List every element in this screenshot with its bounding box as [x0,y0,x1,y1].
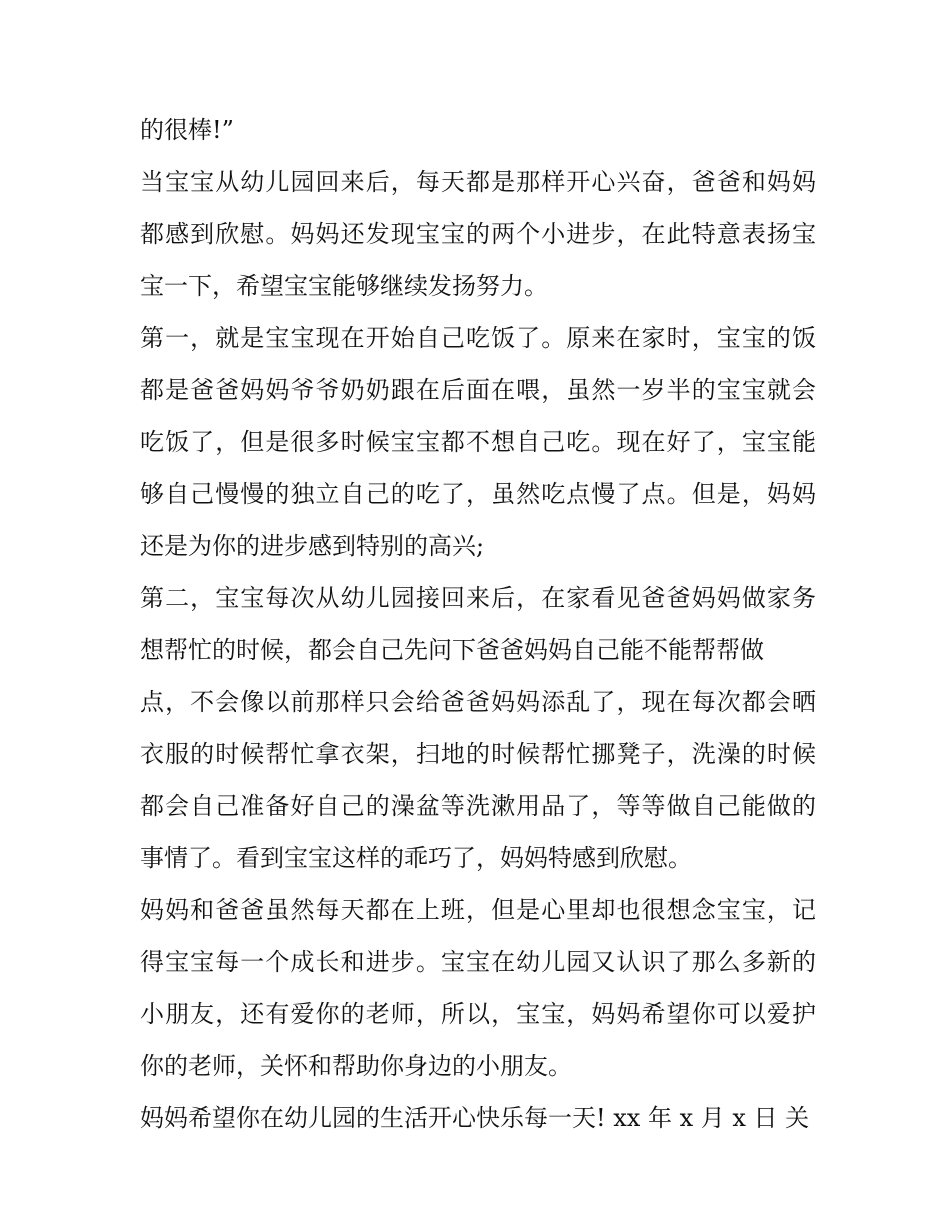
text-line: 衣服的时候帮忙拿衣架，扫地的时候帮忙挪凳子，洗澡的时候 [140,740,816,768]
text-line: 宝一下，希望宝宝能够继续发扬努力。 [140,272,548,300]
text-line: 还是为你的进步感到特别的高兴; [140,532,485,560]
text-line: 得宝宝每一个成长和进步。宝宝在幼儿园又认识了那么多新的 [140,948,816,976]
text-line: 想帮忙的时候，都会自己先问下爸爸妈妈自己能不能帮帮做 [140,636,764,664]
text-line: 当宝宝从幼儿园回来后，每天都是那样开心兴奋，爸爸和妈妈 [140,168,816,196]
text-line: 都是爸爸妈妈爷爷奶奶跟在后面在喂，虽然一岁半的宝宝就会 [140,376,816,404]
text-line: 第一，就是宝宝现在开始自己吃饭了。原来在家时，宝宝的饭 [140,324,816,352]
text-line: 都感到欣慰。妈妈还发现宝宝的两个小进步，在此特意表扬宝 [140,220,816,248]
text-line: 妈妈希望你在幼儿园的生活开心快乐每一天! xx 年 x 月 x 日 关 [140,1104,810,1132]
text-line: 小朋友，还有爱你的老师，所以，宝宝，妈妈希望你可以爱护 [140,1000,816,1028]
text-line: 妈妈和爸爸虽然每天都在上班，但是心里却也很想念宝宝，记 [140,896,816,924]
text-line: 你的老师，关怀和帮助你身边的小朋友。 [140,1052,572,1080]
text-line: 够自己慢慢的独立自己的吃了，虽然吃点慢了点。但是，妈妈 [140,480,816,508]
text-line: 的很棒!” [140,116,234,144]
text-line: 点，不会像以前那样只会给爸爸妈妈添乱了，现在每次都会晒 [140,688,816,716]
body-text [140,108,816,1148]
text-line: 第二，宝宝每次从幼儿园接回来后，在家看见爸爸妈妈做家务 [140,584,816,612]
text-line: 都会自己准备好自己的澡盆等洗漱用品了，等等做自己能做的 [140,792,816,820]
text-line: 吃饭了，但是很多时候宝宝都不想自己吃。现在好了，宝宝能 [140,428,816,456]
text-line: 事情了。看到宝宝这样的乖巧了，妈妈特感到欣慰。 [140,844,692,872]
